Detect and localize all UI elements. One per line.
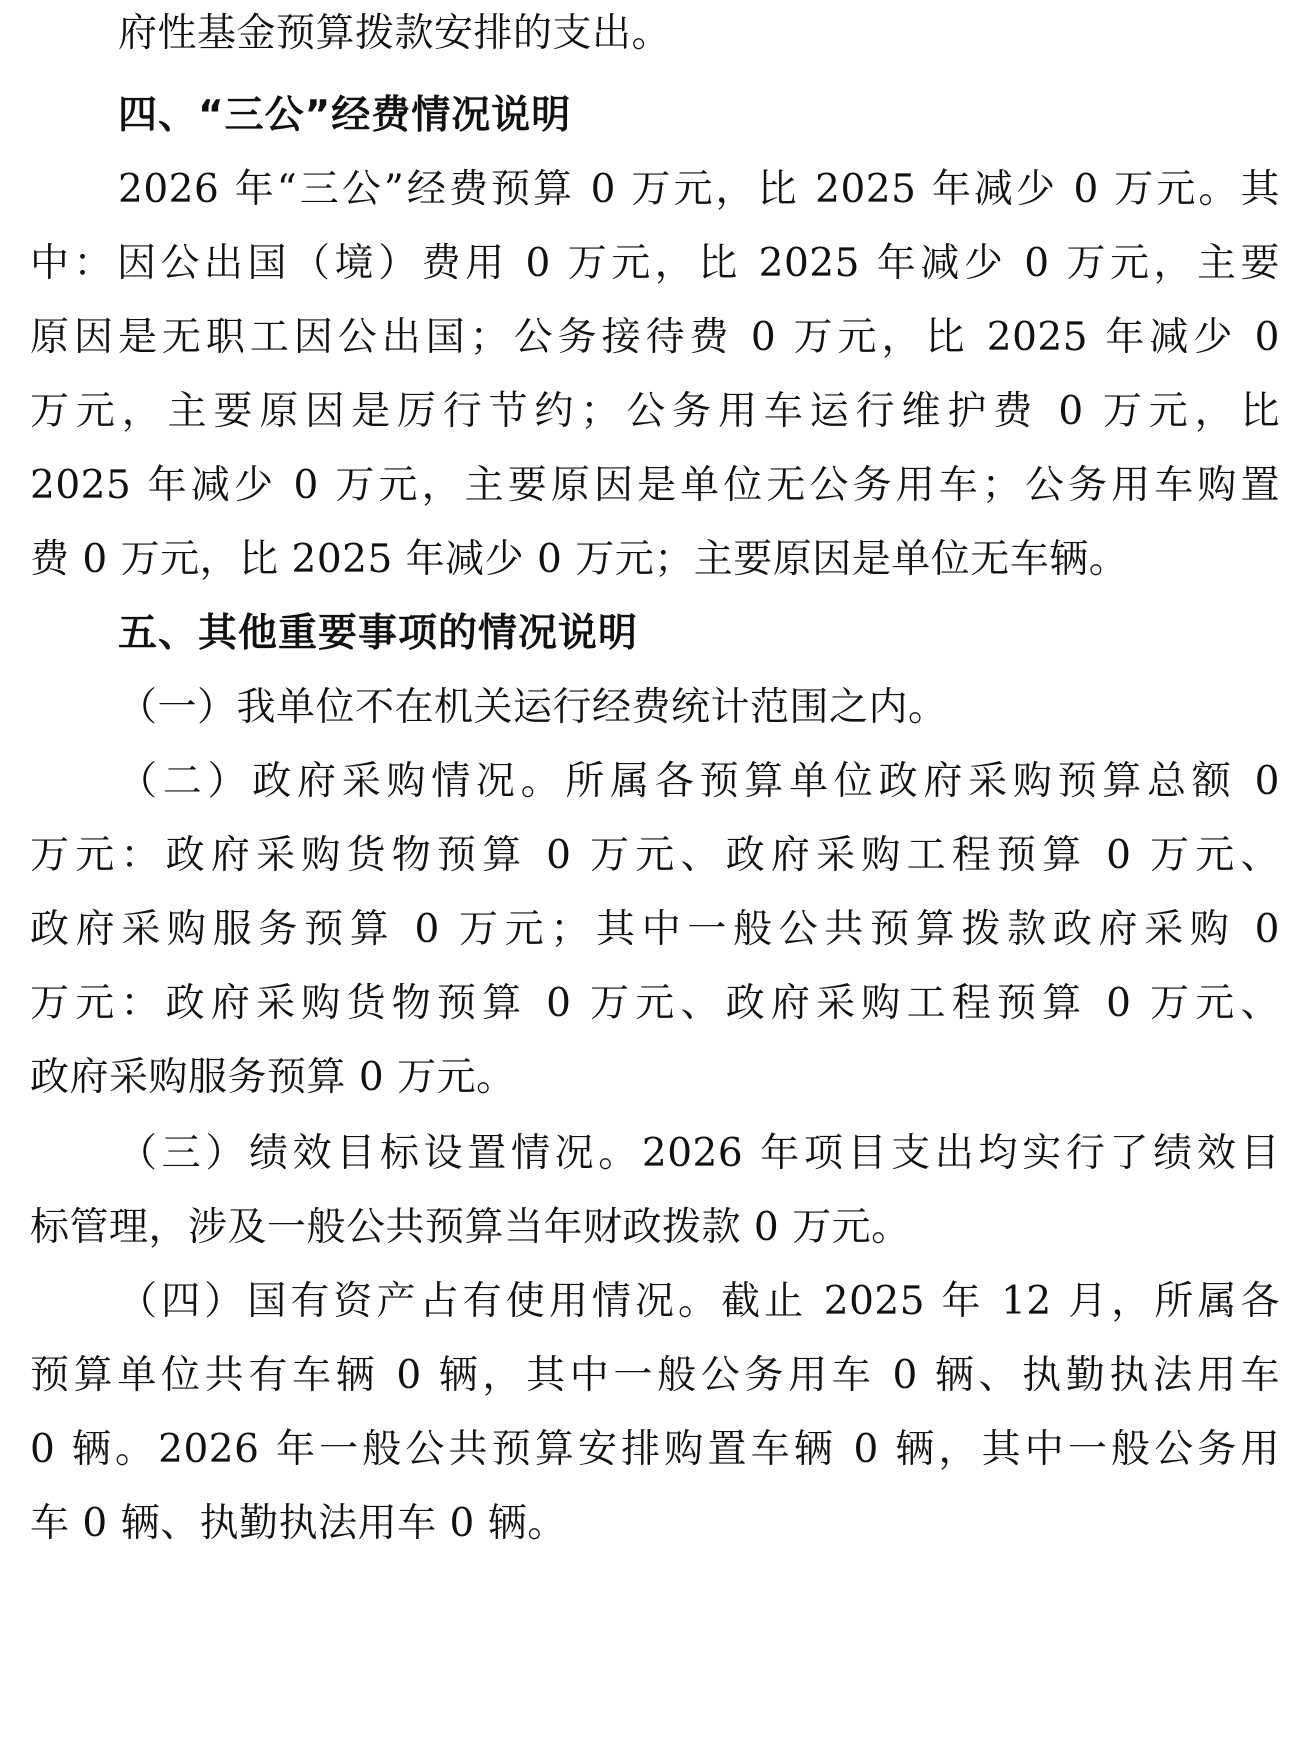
paragraph-line: 万元：政府采购货物预算 0 万元、政府采购工程预算 0 万元、 (30, 981, 1280, 1026)
item-four-line: （四）国有资产占有使用情况。截止 2025 年 12 月，所属各 (118, 1279, 1280, 1324)
paragraph-line: 政府采购服务预算 0 万元。 (30, 1055, 516, 1100)
paragraph-line: 原因是无职工因公出国；公务接待费 0 万元，比 2025 年减少 0 (30, 315, 1280, 360)
paragraph-line: 预算单位共有车辆 0 辆，其中一般公务用车 0 辆、执勤执法用车 (30, 1353, 1280, 1398)
item-one-line: （一）我单位不在机关运行经费统计范围之内。 (118, 685, 948, 730)
paragraph-line: 2026 年“三公”经费预算 0 万元，比 2025 年减少 0 万元。其 (118, 167, 1280, 212)
paragraph-line: 2025 年减少 0 万元，主要原因是单位无公务用车；公务用车购置 (30, 463, 1280, 508)
paragraph-line: 万元：政府采购货物预算 0 万元、政府采购工程预算 0 万元、 (30, 833, 1280, 878)
paragraph-line: 万元，主要原因是厉行节约；公务用车运行维护费 0 万元，比 (30, 389, 1280, 434)
section-heading-five: 五、其他重要事项的情况说明 (118, 611, 639, 656)
section-heading-four: 四、“三公”经费情况说明 (118, 93, 572, 138)
paragraph-line: 车 0 辆、执勤执法用车 0 辆。 (30, 1501, 567, 1546)
paragraph-line: 费 0 万元，比 2025 年减少 0 万元；主要原因是单位无车辆。 (30, 537, 1129, 582)
item-two-line: （二）政府采购情况。所属各预算单位政府采购预算总额 0 (118, 759, 1280, 804)
paragraph-line: 标管理，涉及一般公共预算当年财政拨款 0 万元。 (30, 1205, 911, 1250)
item-three-line: （三）绩效目标设置情况。2026 年项目支出均实行了绩效目 (118, 1131, 1280, 1176)
paragraph-line: 中：因公出国（境）费用 0 万元，比 2025 年减少 0 万元，主要 (30, 241, 1280, 286)
paragraph-line: 政府采购服务预算 0 万元；其中一般公共预算拨款政府采购 0 (30, 907, 1280, 952)
paragraph-continuation-line: 府性基金预算拨款安排的支出。 (118, 11, 672, 56)
paragraph-line: 0 辆。2026 年一般公共预算安排购置车辆 0 辆，其中一般公务用 (30, 1427, 1280, 1472)
